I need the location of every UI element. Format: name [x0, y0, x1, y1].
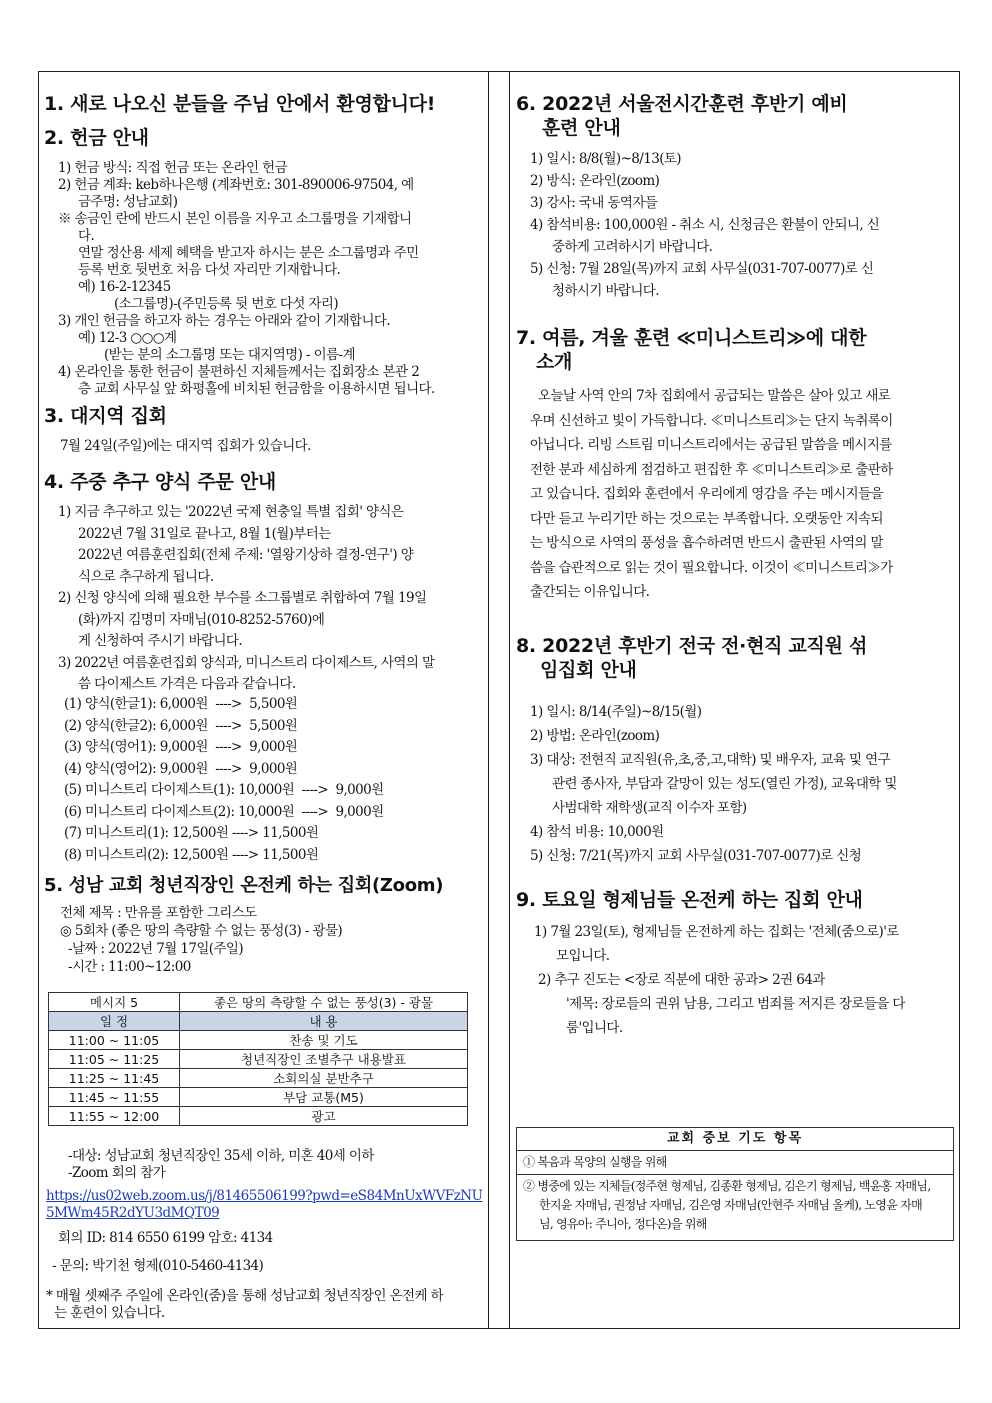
intro-line: 오늘날 사역 안의 7차 집회에서 공급되는 말씀은 살아 있고 새로: [538, 388, 891, 404]
price-row: [64, 737, 484, 759]
teacher-line: 3) 대상: 전현직 교직원(유,초,중,고,대학) 및 배우자, 교육 및 연구: [530, 752, 891, 768]
prayer-box: [516, 1127, 954, 1241]
training-line: 중하게 고려하시기 바랍니다.: [552, 239, 713, 255]
teacher-line: 4) 참석 비용: 10,000원: [530, 824, 664, 840]
table-row: [49, 1031, 468, 1050]
offering-line: 예) 16-2-12345: [78, 279, 171, 295]
table-cell: 11:25 ~ 11:45: [49, 1069, 180, 1088]
brothers-line: 모입니다.: [556, 948, 610, 964]
footnote-line: * 매월 셋째주 주일에 온라인(줌)을 통해 성남교회 청년직장인 온전케 하: [46, 1288, 444, 1304]
district-meeting-text: 7월 24일(주일)에는 대지역 집회가 있습니다.: [60, 438, 311, 454]
order-line: 게 신청하여 주시기 바랍니다.: [78, 633, 243, 649]
order-line: (화)까지 김명미 자매님(010-8252-5760)에: [78, 611, 325, 628]
table-row: [49, 1088, 468, 1107]
footnote: [44, 1288, 484, 1322]
table-cell: 부담 교통(M5): [180, 1088, 468, 1107]
price-item: (4) 양식(영어2): 9,000원 ---->: [64, 760, 250, 777]
table-cell: 11:05 ~ 11:25: [49, 1050, 180, 1069]
zoom-meeting-info: [44, 904, 484, 976]
section7-title: [516, 326, 954, 374]
section8-title: [516, 634, 954, 682]
table-cell: 청년직장인 조별추구 내용발표: [180, 1050, 468, 1069]
brothers-meeting-guide: [516, 920, 954, 1040]
training-line: 5) 신청: 7월 28일(목)까지 교회 사무실(031-707-0077)로 신: [530, 261, 874, 277]
price-item: (8) 미니스트리(2): 12,500원 ---->: [64, 846, 263, 863]
ministry-intro: [516, 384, 954, 605]
order-line: 2) 신청 양식에 의해 필요한 부수를 소그룹별로 취합하여 7월 19일: [58, 590, 427, 606]
meeting-line: 전체 제목 : 만유를 포함한 그리스도: [60, 905, 257, 921]
meeting-id: 회의 ID: 814 6550 6199 암호: 4134: [58, 1230, 273, 1246]
brothers-line: 룸'입니다.: [566, 1020, 623, 1036]
section9-title: 9. 토요일 형제님들 온전케 하는 집회 안내: [516, 889, 863, 911]
prayer-line: ② 병중에 있는 지체들(정주현 형제님, 김종환 형제님, 김은기 형제님, 백윤홍 자매님,: [523, 1179, 931, 1193]
teacher-line: 2) 방법: 온라인(zoom): [530, 728, 660, 744]
offering-line: 등록 번호 뒷번호 처음 다섯 자리만 기재합니다.: [78, 262, 341, 278]
target-line: -Zoom 회의 참가: [68, 1165, 166, 1181]
price-value: 9,000원: [249, 739, 298, 755]
table-cell: 좋은 땅의 측량할 수 없는 풍성(3) - 광물: [180, 993, 468, 1012]
prayer-line: 님, 영유아: 주니아, 정다온)을 위해: [539, 1217, 707, 1231]
intro-line: 전한 분과 세심하게 점검하고 편집한 후 ≪미니스트리≫로 출판하: [530, 461, 893, 478]
offering-line: 3) 개인 헌금을 하고자 하는 경우는 아래와 같이 기재합니다.: [58, 313, 391, 329]
order-line: 3) 2022년 여름훈련집회 양식과, 미니스트리 다이제스트, 사역의 말: [58, 654, 435, 671]
order-line: 2022년 여름훈련집회(전체 주제: '열왕기상하 결정-연구') 양: [78, 547, 414, 563]
table-row: [49, 1069, 468, 1088]
price-item: (2) 양식(한글2): 6,000원 ---->: [64, 717, 250, 734]
price-value: 11,500원: [262, 825, 319, 841]
teacher-line: 관련 종사자, 부담과 갈망이 있는 성도(열린 가정), 교육대학 및: [552, 776, 897, 792]
price-value: 9,000원: [335, 803, 384, 820]
offering-line: 다.: [78, 228, 95, 244]
table-cell: 메시지 5: [49, 993, 180, 1012]
price-row: [64, 780, 484, 802]
offering-line: 1) 헌금 방식: 직접 헌금 또는 온라인 헌금: [58, 160, 288, 176]
prayer-line: 한지윤 자매님, 권정남 자매님, 김은영 자매님(안현주 자매님 올케), 노영윤 자매: [539, 1198, 922, 1212]
teacher-meeting-guide: [516, 700, 954, 868]
training-line: 4) 참석비용: 100,000원 - 취소 시, 신청금은 환불이 안되니, 신: [530, 217, 880, 233]
table-cell: 소회의실 분반추구: [180, 1069, 468, 1088]
price-item: (6) 미니스트리 다이제스트(2): 10,000원 ---->: [64, 803, 336, 820]
section3-title: 3. 대지역 집회: [44, 405, 167, 427]
intro-line: 다만 듣고 누리기만 하는 것으로는 부족합니다. 오랫동안 지속되: [530, 510, 883, 527]
price-row: [64, 845, 484, 867]
offering-line: (받는 분의 소그룹명 또는 대지역명) - 이름-계: [104, 347, 355, 363]
section5-title: 5. 성남 교회 청년직장인 온전케 하는 집회(Zoom): [44, 875, 444, 896]
training-line: 1) 일시: 8/8(월)~8/13(토): [530, 151, 681, 167]
price-item: (5) 미니스트리 다이제스트(1): 10,000원 ---->: [64, 782, 336, 798]
training-line: 청하시기 바랍니다.: [552, 283, 659, 299]
offering-line: 예) 12-3 ○○○계: [78, 330, 177, 346]
table-cell: 광고: [180, 1107, 468, 1126]
section8-title-line: 8. 2022년 후반기 전국 전·현직 교직원 섞: [516, 635, 868, 657]
section6-title-line: 6. 2022년 서울전시간훈련 후반기 예비: [516, 93, 848, 115]
section2-title: 2. 헌금 안내: [44, 127, 149, 149]
table-header: 일 정: [49, 1012, 180, 1031]
zoom-link[interactable]: https://us02web.zoom.us/j/81465506199?pwd=eS84MnUxWVFzNU5MWm45R2dYU3dMQT09: [46, 1188, 483, 1221]
price-row: [64, 823, 484, 845]
table-cell: 11:45 ~ 11:55: [49, 1088, 180, 1107]
column-divider: [488, 71, 510, 1329]
brothers-line: 1) 7월 23일(토), 형제님들 온전하게 하는 집회는 '전체(줌으로)'로: [534, 924, 899, 940]
schedule-table: [48, 992, 468, 1126]
order-line: 1) 지금 추구하고 있는 '2022년 국제 현충일 특별 집회' 양식은: [58, 504, 404, 520]
price-list: [44, 694, 484, 866]
offering-guide: [44, 160, 484, 398]
prayer-item: ① 복음과 목양의 실행을 위해: [517, 1151, 953, 1175]
price-value: 5,500원: [249, 717, 298, 734]
order-line: 2022년 7월 31일로 끝나고, 8월 1(월)부터는: [78, 525, 331, 542]
meeting-line: -날짜 : 2022년 7월 17일(주일): [68, 941, 244, 957]
price-item: (3) 양식(영어1): 9,000원 ---->: [64, 739, 250, 755]
table-row: [49, 1107, 468, 1126]
prayer-title: 교회 중보 기도 항목: [517, 1128, 953, 1151]
table-cell: 11:55 ~ 12:00: [49, 1107, 180, 1126]
footnote-line: 는 훈련이 있습니다.: [54, 1305, 165, 1321]
offering-line: 연말 정산용 세제 혜택을 받고자 하시는 분은 소그룹명과 주민: [78, 245, 419, 261]
offering-line: 4) 온라인을 통한 헌금이 불편하신 지체들께서는 집회장소 본관 2: [58, 364, 420, 380]
training-guide: [516, 148, 954, 302]
offering-line: 층 교회 사무실 앞 화평홀에 비치된 헌금함을 이용하시면 됩니다.: [78, 381, 435, 397]
prayer-item: [517, 1175, 953, 1240]
intro-line: 출간되는 이유입니다.: [530, 584, 650, 600]
price-row: [64, 759, 484, 781]
offering-line: 금주명: 성남교회): [78, 194, 178, 210]
price-value: 11,500원: [262, 846, 319, 863]
training-line: 2) 방식: 온라인(zoom): [530, 173, 660, 189]
order-line: 씀 다이제스트 가격은 다음과 같습니다.: [78, 676, 296, 692]
price-row: [64, 694, 484, 716]
offering-line: ※ 송금인 란에 반드시 본인 이름을 지우고 소그룹명을 기재합니: [58, 211, 412, 227]
offering-line: (소그룹명)-(주민등록 뒷 번호 다섯 자리): [114, 296, 339, 312]
study-order-guide: [44, 502, 484, 696]
section7-title-line: 7. 여름, 겨울 훈련 ≪미니스트리≫에 대한: [516, 327, 867, 349]
brothers-line: 2) 추구 진도는 <장로 직분에 대한 공과> 2권 64과: [538, 972, 825, 988]
price-row: [64, 716, 484, 738]
price-item: (7) 미니스트리(1): 12,500원 ---->: [64, 825, 263, 841]
section8-title-line: 임집회 안내: [540, 659, 637, 681]
teacher-line: 사범대학 재학생(교직 이수자 포함): [552, 800, 747, 816]
section6-title-line: 훈련 안내: [542, 117, 621, 139]
meeting-line: ◎ 5회차 (좋은 땅의 측량할 수 없는 풍성(3) - 광물): [60, 923, 343, 939]
schedule-table-wrap: [48, 992, 484, 1126]
price-item: (1) 양식(한글1): 6,000원 ---->: [64, 696, 250, 712]
teacher-line: 1) 일시: 8/14(주일)~8/15(월): [530, 704, 702, 720]
training-line: 3) 강사: 국내 동역자들: [530, 195, 658, 211]
price-value: 5,500원: [249, 696, 298, 712]
contact-info: - 문의: 박기천 형제(010-5460-4134): [52, 1258, 264, 1274]
price-value: 9,000원: [335, 782, 384, 798]
intro-line: 씀을 습관적으로 읽는 것이 필요합니다. 이것이 ≪미니스트리≫가: [530, 559, 893, 576]
section6-title: [516, 92, 954, 140]
section1-title: 1. 새로 나오신 분들을 주님 안에서 환영합니다!: [44, 93, 436, 115]
table-header: 내 용: [180, 1012, 468, 1031]
teacher-line: 5) 신청: 7/21(목)까지 교회 사무실(031-707-0077)로 신청: [530, 848, 862, 864]
offering-line: 2) 헌금 계좌: keb하나은행 (계좌번호: 301-890006-97504, 예: [58, 177, 414, 193]
intro-line: 고 있습니다. 집회와 훈련에서 우리에게 영감을 주는 메시지들을: [530, 486, 883, 502]
intro-line: 아닙니다. 리빙 스트림 미니스트리에서는 공급된 말씀을 메시지를: [530, 437, 892, 453]
price-row: [64, 802, 484, 824]
intro-line: 우며 신선하고 빛이 가득합니다. ≪미니스트리≫는 단지 녹취록이: [530, 412, 893, 429]
table-row: [49, 1050, 468, 1069]
section7-title-line: 소개: [536, 351, 573, 373]
table-cell: 11:00 ~ 11:05: [49, 1031, 180, 1050]
order-line: 식으로 추구하게 됩니다.: [78, 568, 214, 585]
section4-title: 4. 주중 추구 양식 주문 안내: [44, 471, 276, 493]
meeting-line: -시간 : 11:00~12:00: [68, 959, 191, 975]
target-info: [44, 1148, 484, 1182]
table-cell: 찬송 및 기도: [180, 1031, 468, 1050]
price-value: 9,000원: [249, 760, 298, 777]
intro-line: 는 방식으로 사역의 풍성을 흡수하려면 반드시 출판된 사역의 말: [530, 535, 883, 551]
target-line: -대상: 성남교회 청년직장인 35세 이하, 미혼 40세 이하: [68, 1148, 374, 1164]
brothers-line: '제목: 장로들의 권위 남용, 그리고 범죄를 저지른 장로들을 다: [566, 996, 905, 1012]
